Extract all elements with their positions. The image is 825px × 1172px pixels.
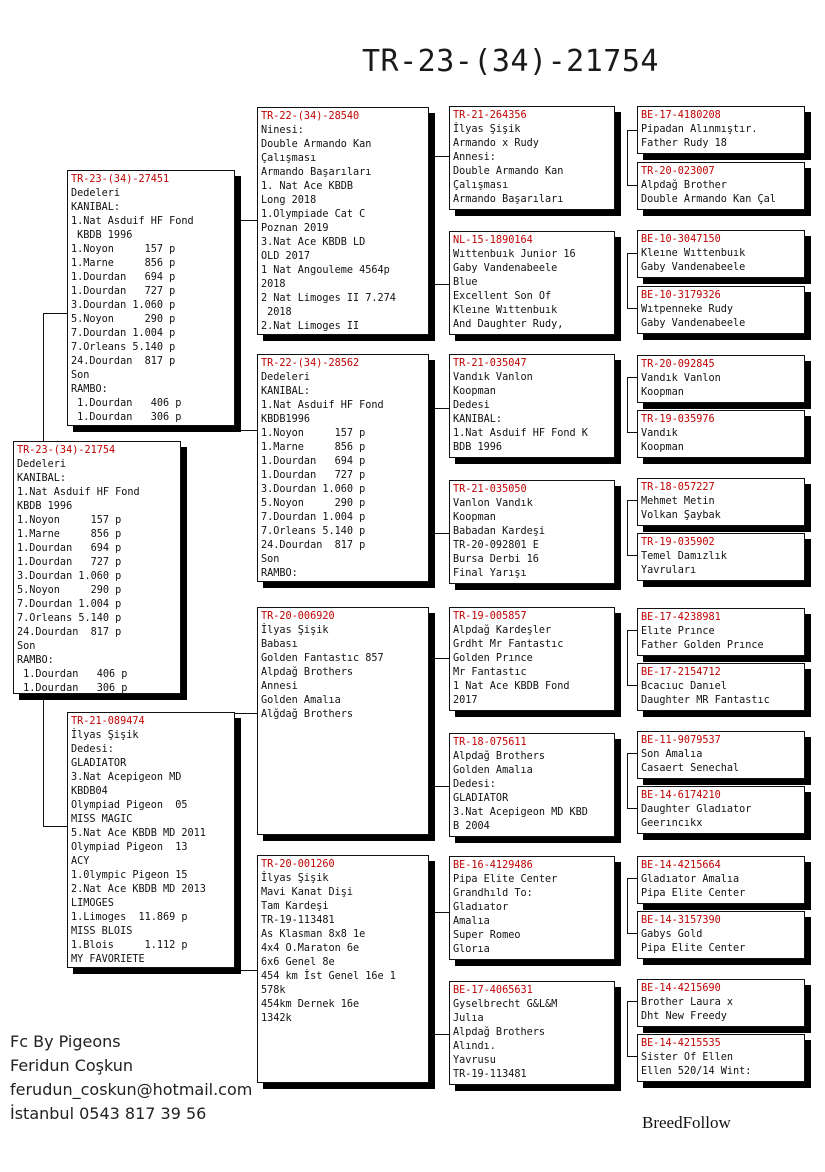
box-line: Wıttenbuık Junior 16: [453, 249, 576, 260]
connector-gen4c: [627, 377, 628, 432]
box-line: 1 Nat Ace KBDB Fond: [453, 681, 570, 692]
box-line: Çalışması: [261, 153, 317, 164]
box-line: Mehmet Metin: [641, 496, 715, 507]
box-line: 2017: [453, 695, 478, 706]
box-line: Wıtpenneke Rudy: [641, 304, 734, 315]
box-line: 5.Noyon 290 p: [261, 498, 366, 509]
pedigree-box-g3-2: [449, 231, 615, 335]
box-line: Armando x Rudy: [453, 138, 539, 149]
box-line: 4x4 O.Maraton 6e: [261, 943, 360, 954]
pedigree-box-g3-1: [449, 106, 615, 210]
box-line: Son: [261, 554, 280, 565]
pedigree-box-sire: [67, 170, 235, 426]
contact-club: Fc By Pigeons: [10, 1032, 121, 1051]
box-line: 7.Dourdan 1.004 p: [71, 328, 176, 339]
pedigree-box-g4-14: [637, 911, 805, 959]
pedigree-box-g4-15: [637, 979, 805, 1027]
pedigree-box-g4-5: [637, 355, 805, 403]
box-line: 1.0lympic Pigeon 15: [71, 870, 188, 881]
box-line: Grandhıld To:: [453, 888, 533, 899]
pedigree-box-g4-9: [637, 608, 805, 656]
box-line: KBDB04: [71, 786, 108, 797]
ring-number: BE-10-3179326: [641, 290, 721, 301]
box-line: Olympiad Pigeon 05: [71, 800, 188, 811]
box-line: 1.Dourdan 306 p: [71, 412, 182, 423]
box-line: Gladıator Amalıa: [641, 874, 740, 885]
box-line: 3.Nat Ace KBDB LD: [261, 237, 366, 248]
ring-number: BE-14-6174210: [641, 790, 721, 801]
contact-email[interactable]: ferudun_coskun@hotmail.com: [10, 1080, 253, 1099]
box-line: 3.Dourdan 1.060 p: [71, 300, 176, 311]
box-line: Double Armando Kan Çal: [641, 194, 776, 205]
ring-number: BE-14-3157390: [641, 915, 721, 926]
box-line: Glorıa: [453, 944, 490, 955]
ring-number: BE-11-9079537: [641, 735, 721, 746]
pedigree-box-g4-8: [637, 533, 805, 581]
ring-number: BE-17-4238981: [641, 612, 721, 623]
ring-number: TR-22-(34)-28540: [261, 111, 360, 122]
box-line: 1. Nat Ace KBDB: [261, 181, 354, 192]
pedigree-box-g4-10: [637, 663, 805, 711]
box-line: Geerıncıkx: [641, 818, 703, 829]
ring-number: TR-19-005857: [453, 611, 527, 622]
box-line: 1.Dourdan 406 p: [71, 398, 182, 409]
box-line: Pipa Elite Center: [641, 888, 746, 899]
ring-number: TR-20-006920: [261, 611, 335, 622]
contact-name: Feridun Coşkun: [10, 1056, 134, 1075]
ring-number: TR-20-092845: [641, 359, 715, 370]
ring-number: BE-10-3047150: [641, 234, 721, 245]
box-line: Gyselbrecht G&L&M: [453, 999, 558, 1010]
box-line: Gaby Vandenabeele: [641, 318, 746, 329]
ring-number: BE-17-4065631: [453, 985, 533, 996]
pedigree-box-g4-6: [637, 410, 805, 458]
ring-number: BE-14-4215664: [641, 860, 721, 871]
box-line: OLD 2017: [261, 251, 311, 262]
box-line: Pipa Elite Center: [641, 943, 746, 954]
box-line: LIMOGES: [71, 898, 114, 909]
box-line: Father Golden Prınce: [641, 640, 764, 651]
box-line: RAMBO:: [71, 384, 108, 395]
box-line: Armando Başarıları: [261, 167, 372, 178]
box-line: KBDB 1996: [71, 230, 133, 241]
box-line: 578k: [261, 985, 286, 996]
ring-number: TR-23-(34)-21754: [17, 445, 116, 456]
box-line: Bursa Derbi 16: [453, 554, 539, 565]
connector-gen1-bottom: [43, 826, 68, 827]
box-line: Kleıne Wıttenbuık: [453, 305, 558, 316]
box-line: Golden Amalıa: [453, 765, 533, 776]
box-line: Vandık: [641, 428, 678, 439]
connector-gen4b: [627, 253, 628, 308]
ring-number: TR-21-035047: [453, 358, 527, 369]
box-line: Grdht Mr Fantastıc: [453, 639, 564, 650]
ring-number: BE-16-4129486: [453, 860, 533, 871]
box-line: 1.Marne 856 p: [17, 529, 122, 540]
box-line: Super Romeo: [453, 930, 521, 941]
box-line: MISS BLOIS: [71, 926, 133, 937]
ring-number: TR-19-035902: [641, 537, 715, 548]
box-line: 2 Nat Limoges II 7.274: [261, 293, 396, 304]
box-line: Koopman: [453, 386, 496, 397]
box-line: 1.Dourdan 727 p: [17, 557, 122, 568]
box-line: 1.Nat Asduif HF Fond: [17, 487, 140, 498]
box-line: 7.Orleans 5.140 p: [71, 342, 176, 353]
box-line: GLADIATOR: [71, 758, 127, 769]
box-line: Golden Amalıa: [261, 695, 341, 706]
box-line: Annesi:: [453, 152, 496, 163]
box-line: 7.Dourdan 1.004 p: [17, 599, 122, 610]
box-line: Annesi: [261, 681, 298, 692]
box-line: Armando Başarıları: [453, 194, 564, 205]
box-line: 3.Dourdan 1.060 p: [17, 571, 122, 582]
connector-gen4h: [627, 1001, 628, 1056]
box-line: 1 Nat Angouleme 4564p: [261, 265, 390, 276]
ring-number: TR-18-075611: [453, 737, 527, 748]
box-line: 1.Dourdan 694 p: [71, 272, 176, 283]
box-line: Volkan Şaybak: [641, 510, 721, 521]
box-line: Yavrusu: [453, 1055, 496, 1066]
box-line: 2.Nat Ace KBDB MD 2013: [71, 884, 206, 895]
box-line: 1.Noyon 157 p: [17, 515, 122, 526]
box-line: 1.Nat Asduif HF Fond: [71, 216, 194, 227]
pedigree-box-g3-6: [449, 733, 615, 837]
box-line: Final Yarışı: [453, 568, 527, 579]
box-line: 1.Dourdan 306 p: [17, 683, 128, 694]
pedigree-box-g4-12: [637, 786, 805, 834]
box-line: Alpdağ Kardeşler: [453, 625, 552, 636]
box-line: Alpdağ Brother: [641, 180, 727, 191]
box-line: 2.Nat Limoges II: [261, 321, 360, 332]
pedigree-box-g4-3: [637, 230, 805, 278]
box-line: MISS MAGIC: [71, 814, 133, 825]
box-line: Babadan Kardeşi: [453, 526, 546, 537]
box-line: Vandık Vanlon: [453, 372, 533, 383]
box-line: Poznan 2019: [261, 223, 329, 234]
connector-gen4d: [627, 500, 628, 555]
box-line: Father Rudy 18: [641, 138, 727, 149]
box-line: Kleıne Wıttenbuık: [641, 248, 746, 259]
box-line: Alpdağ Brothers: [453, 751, 546, 762]
box-line: 6x6 Genel 8e: [261, 957, 335, 968]
box-line: Sister Of Ellen: [641, 1052, 734, 1063]
box-line: 3.Dourdan 1.060 p: [261, 484, 366, 495]
box-line: KBDB 1996: [17, 501, 73, 512]
box-line: Koopman: [453, 512, 496, 523]
box-line: Daughter Gladıator: [641, 804, 752, 815]
box-line: Vandık Vanlon: [641, 373, 721, 384]
box-line: Daughter MR Fantastıc: [641, 695, 770, 706]
box-line: Son: [71, 370, 90, 381]
pedigree-box-dam: [67, 712, 235, 968]
pedigree-box-g3-3: [449, 354, 615, 458]
connector-gen4e: [627, 630, 628, 685]
box-line: RAMBO:: [17, 655, 54, 666]
box-line: Babası: [261, 639, 298, 650]
pedigree-box-g4-16: [637, 1034, 805, 1082]
box-line: And Daughter Rudy,: [453, 319, 564, 330]
box-line: İlyas Şişik: [261, 873, 329, 884]
pedigree-box-g4-11: [637, 731, 805, 779]
box-line: Dedeleri: [261, 372, 311, 383]
box-line: 454km Dernek 16e: [261, 999, 360, 1010]
page-title: TR-23-(34)-21754: [362, 44, 659, 79]
box-line: 7.Orleans 5.140 p: [17, 613, 122, 624]
connector-gen4g: [627, 878, 628, 933]
pedigree-box-g4-13: [637, 856, 805, 904]
box-line: Dedeleri: [17, 459, 67, 470]
box-line: Temel Damızlık: [641, 551, 727, 562]
box-line: 1.Blois 1.112 p: [71, 940, 188, 951]
ring-number: BE-14-4215535: [641, 1038, 721, 1049]
box-line: 5.Noyon 290 p: [17, 585, 122, 596]
box-line: 1.Dourdan 694 p: [17, 543, 122, 554]
ring-number: TR-21-264356: [453, 110, 527, 121]
box-line: Dedesi:: [453, 779, 496, 790]
box-line: GLADIATOR: [453, 793, 509, 804]
box-line: As Klasman 8x8 1e: [261, 929, 366, 940]
pedigree-box-g4-7: [637, 478, 805, 526]
box-line: Gabys Gold: [641, 929, 703, 940]
ring-number: BE-14-4215690: [641, 983, 721, 994]
box-line: Ellen 520/14 Wint:: [641, 1066, 752, 1077]
box-line: MY FAVORIETE: [71, 954, 145, 965]
box-line: 1.Olympiade Cat C: [261, 209, 366, 220]
ring-number: TR-18-057227: [641, 482, 715, 493]
box-line: 454 km İst Genel 16e 1: [261, 971, 396, 982]
box-line: 1.Dourdan 727 p: [71, 286, 176, 297]
box-line: Alğdağ Brothers: [261, 709, 354, 720]
box-line: Dedesi:: [71, 744, 114, 755]
brand-logo-text: BreedFollow: [642, 1113, 731, 1132]
box-line: Mavi Kanat Dişi: [261, 887, 354, 898]
box-line: 1342k: [261, 1013, 292, 1024]
pedigree-box-g3-4: [449, 480, 615, 584]
box-line: Koopman: [641, 442, 684, 453]
box-line: Yavruları: [641, 565, 697, 576]
box-line: Brother Laura x: [641, 997, 734, 1008]
box-line: Dedesi: [453, 400, 490, 411]
box-line: Son: [17, 641, 36, 652]
pedigree-box-sire-dam: [257, 354, 429, 582]
box-line: 1.Nat Asduif HF Fond: [261, 400, 384, 411]
box-line: Alpdağ Brothers: [453, 1027, 546, 1038]
box-line: Ninesi:: [261, 125, 304, 136]
box-line: 2018: [261, 307, 292, 318]
box-line: KANIBAL:: [17, 473, 67, 484]
box-line: Son Amalıa: [641, 749, 703, 760]
box-line: İlyas Şişik: [453, 124, 521, 135]
box-line: 24.Dourdan 817 p: [71, 356, 176, 367]
box-line: TR-19-113481: [453, 1069, 527, 1080]
pedigree-box-g3-7: [449, 856, 615, 960]
box-line: Mr Fantastıc: [453, 667, 527, 678]
box-line: Blue: [453, 277, 478, 288]
ring-number: TR-20-023007: [641, 166, 715, 177]
box-line: Elıte Prınce: [641, 626, 715, 637]
pedigree-box-g3-5: [449, 607, 615, 711]
pedigree-box-g4-2: [637, 162, 805, 210]
box-line: 3.Nat Acepigeon MD: [71, 772, 182, 783]
box-line: 24.Dourdan 817 p: [261, 540, 366, 551]
ring-number: TR-22-(34)-28562: [261, 358, 360, 369]
ring-number: NL-15-1890164: [453, 235, 533, 246]
box-line: 1.Dourdan 727 p: [261, 470, 366, 481]
box-line: Pipadan Alınmıştır.: [641, 124, 758, 135]
box-line: Casaert Senechal: [641, 763, 740, 774]
box-line: Golden Fantastıc 857: [261, 653, 384, 664]
box-line: 24.Dourdan 817 p: [17, 627, 122, 638]
box-line: 5.Noyon 290 p: [71, 314, 176, 325]
box-line: 7.Orleans 5.140 p: [261, 526, 366, 537]
box-line: Vanlon Vandık: [453, 498, 533, 509]
box-line: 1.Dourdan 406 p: [17, 669, 128, 680]
box-line: 1.Marne 856 p: [71, 258, 176, 269]
box-line: KANIBAL:: [261, 386, 311, 397]
pedigree-box-subject: [13, 441, 181, 694]
ring-number: TR-21-035050: [453, 484, 527, 495]
box-line: Double Armando Kan: [261, 139, 372, 150]
box-line: Double Armando Kan: [453, 166, 564, 177]
box-line: Gaby Vandenabeele: [453, 263, 558, 274]
box-line: Çalışması: [453, 180, 509, 191]
pedigree-box-dam-sire: [257, 607, 429, 835]
box-line: Pipa Elite Center: [453, 874, 558, 885]
pedigree-box-g4-4: [637, 286, 805, 334]
box-line: İlyas Şişik: [71, 730, 139, 741]
box-line: 7.Dourdan 1.004 p: [261, 512, 366, 523]
box-line: Excellent Son Of: [453, 291, 552, 302]
box-line: Gaby Vandenabeele: [641, 262, 746, 273]
box-line: Amalıa: [453, 916, 490, 927]
box-line: Koopman: [641, 387, 684, 398]
box-line: 5.Nat Ace KBDB MD 2011: [71, 828, 206, 839]
box-line: BDB 1996: [453, 442, 503, 453]
box-line: RAMBO:: [261, 568, 298, 579]
box-line: Alpdağ Brothers: [261, 667, 354, 678]
contact-block: [10, 1030, 252, 1126]
box-line: 1.Marne 856 p: [261, 442, 366, 453]
ring-number: BE-17-2154712: [641, 667, 721, 678]
ring-number: TR-21-089474: [71, 716, 145, 727]
box-line: 1.Limoges 11.869 p: [71, 912, 188, 923]
box-line: 1.Dourdan 694 p: [261, 456, 366, 467]
box-line: İlyas Şişik: [261, 625, 329, 636]
pedigree-box-g3-8: [449, 981, 615, 1085]
box-line: 1.Nat Asduif HF Fond K: [453, 428, 588, 439]
pedigree-box-dam-dam: [257, 855, 429, 1083]
box-line: Olympiad Pigeon 13: [71, 842, 188, 853]
box-line: KANIBAL:: [71, 202, 121, 213]
box-line: Julıa: [453, 1013, 484, 1024]
box-line: Dedeleri: [71, 188, 121, 199]
pedigree-box-sire-sire: [257, 107, 429, 335]
box-line: TR-19-113481: [261, 915, 335, 926]
box-line: KANIBAL:: [453, 414, 503, 425]
connector-gen4a: [627, 130, 628, 185]
ring-number: TR-20-001260: [261, 859, 335, 870]
box-line: Golden Prınce: [453, 653, 533, 664]
box-line: ACY: [71, 856, 90, 867]
box-line: Long 2018: [261, 195, 317, 206]
box-line: Alındı.: [453, 1041, 496, 1052]
box-line: Gladıator: [453, 902, 509, 913]
pedigree-box-g4-1: [637, 106, 805, 154]
box-line: Dht New Freedy: [641, 1011, 727, 1022]
ring-number: BE-17-4180208: [641, 110, 721, 121]
contact-phone: İstanbul 0543 817 39 56: [10, 1104, 207, 1123]
box-line: Bcacıuc Danıel: [641, 681, 727, 692]
box-line: 2018: [261, 279, 286, 290]
box-line: B 2004: [453, 821, 490, 832]
box-line: TR-20-092801 E: [453, 540, 539, 551]
ring-number: TR-19-035976: [641, 414, 715, 425]
ring-number: TR-23-(34)-27451: [71, 174, 170, 185]
box-line: 1.Noyon 157 p: [71, 244, 176, 255]
box-line: Tam Kardeşi: [261, 901, 329, 912]
connector-gen1-top: [43, 313, 68, 314]
box-line: 3.Nat Acepigeon MD KBD: [453, 807, 588, 818]
box-line: KBDB1996: [261, 414, 311, 425]
box-line: 1.Noyon 157 p: [261, 428, 366, 439]
connector-gen4f: [627, 753, 628, 808]
